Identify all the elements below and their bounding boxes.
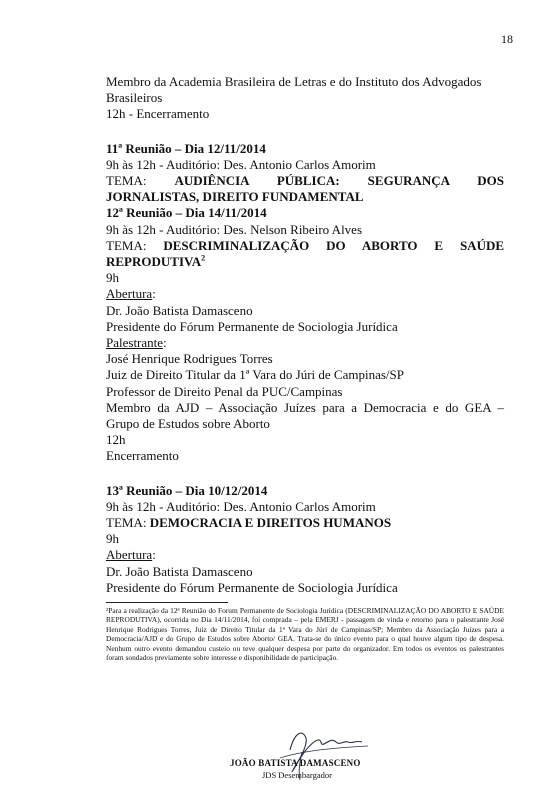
- meeting-12-opening-role: Presidente do Fórum Permanente de Sociologia Jurídica: [106, 318, 398, 334]
- meeting-12-speaker-name: José Henrique Rodrigues Torres: [106, 351, 273, 367]
- meeting-12-opening-name: Dr. João Batista Damasceno: [106, 302, 253, 318]
- signatory-title: JDS Desembargador: [262, 770, 332, 780]
- meeting-11-theme-line-2: JORNALISTAS, DIREITO FUNDAMENTAL: [106, 189, 364, 205]
- opening-label: Abertura: [106, 286, 153, 302]
- meeting-12-theme-line-1: [106, 238, 504, 254]
- meeting-13-opening-label-line: Abertura:: [106, 547, 156, 563]
- theme-label: TEMA:: [106, 515, 147, 531]
- meeting-13-time-place: 9h às 12h - Auditório: Des. Antonio Carlos Amorim: [106, 498, 376, 514]
- meeting-12-opening-time: 9h: [106, 270, 119, 286]
- spacer: [106, 123, 504, 141]
- intro-line-2: Brasileiros: [106, 90, 163, 106]
- intro-closing: 12h - Encerramento: [106, 106, 210, 122]
- meeting-11-heading: 11ª Reunião – Dia 12/11/2014: [106, 140, 266, 156]
- document-body: [106, 74, 504, 596]
- page-number: 18: [501, 32, 513, 46]
- meeting-12-speaker-label-line: Palestrante:: [106, 335, 167, 351]
- meeting-12-closing-label: Encerramento: [106, 448, 179, 464]
- theme-text: DEMOCRACIA E DIREITOS HUMANOS: [149, 515, 392, 531]
- spacer: [106, 465, 504, 483]
- meeting-12-heading: 12ª Reunião – Dia 14/11/2014: [106, 205, 267, 221]
- meeting-12-speaker-role-3: Membro da AJD – Associação Juízes para a Democracia e do GEA –: [106, 399, 504, 415]
- meeting-12-speaker-role-4: Grupo de Estudos sobre Aborto: [106, 416, 270, 432]
- opening-label: Abertura: [106, 547, 153, 563]
- theme-text-end: REPRODUTIVA: [106, 254, 202, 270]
- meeting-13-theme: [106, 515, 504, 531]
- theme-text: DESCRIMINALIZAÇÃO DO ABORTO E SAÚDE: [163, 237, 505, 253]
- meeting-11-time-place: 9h às 12h - Auditório: Des. Antonio Carlos Amorim: [106, 156, 376, 172]
- meeting-13-opening-time: 9h: [106, 531, 119, 547]
- meeting-12-speaker-role-2: Professor de Direito Penal da PUC/Campinas: [106, 383, 343, 399]
- meeting-13-opening-name: Dr. João Batista Damasceno: [106, 563, 253, 579]
- footnote-text: ²Para a realização da 12ª Reunião do Forum Permanente de Sociologia Jurídica (DESCRIMINALIZAÇÃO DO ABORTO E SAÚDE REPRODUTIVA), ocorrida no Dia 14/11/2014, foi comprada – pela EMERJ - passagem de vinda e retorno para o palestrante José Henrique Rodrigues Torres, Juiz de Direito Titular da 1ª Vara do Júri de Campinas/SP; Membro da Associação Juízes para a Democracia/AJD e do Grupo de Estudos sobre Aborto/ GEA. Trata-se do único evento para o qual houve algum tipo de despesa. Nenhum outro evento demandou custeio ou teve qualquer despesa por parte do organizador. Em todos os eventos os palestrantes foram sondados previamente sobre interesse e disponibilidade de participação.: [106, 606, 504, 663]
- meeting-12-opening-label-line: Abertura:: [106, 286, 156, 302]
- meeting-13-heading: 13ª Reunião – Dia 10/12/2014: [106, 482, 268, 498]
- meeting-13-opening-role: Presidente do Fórum Permanente de Sociologia Jurídica: [106, 579, 398, 595]
- meeting-12-closing-time: 12h: [106, 432, 126, 448]
- theme-label: TEMA:: [106, 237, 147, 253]
- footnote-divider: [106, 602, 228, 603]
- meeting-11-theme-line-1: [106, 173, 504, 189]
- meeting-12-speaker-role-1: Juiz de Direito Titular da 1ª Vara do Júri de Campinas/SP: [106, 367, 404, 383]
- theme-label: TEMA:: [106, 173, 147, 189]
- meeting-12-theme-line-2: [106, 254, 504, 270]
- signatory-name: JOÃO BATISTA DAMASCENO: [230, 758, 361, 768]
- footnote-marker: 2: [201, 253, 206, 263]
- theme-text: AUDIÊNCIA PÚBLICA: SEGURANÇA DOS: [174, 173, 505, 189]
- meeting-12-time-place: 9h às 12h - Auditório: Des. Nelson Ribeiro Alves: [106, 221, 363, 237]
- speaker-label: Palestrante: [106, 335, 164, 351]
- intro-line-1: Membro da Academia Brasileira de Letras e do Instituto dos Advogados: [106, 74, 482, 89]
